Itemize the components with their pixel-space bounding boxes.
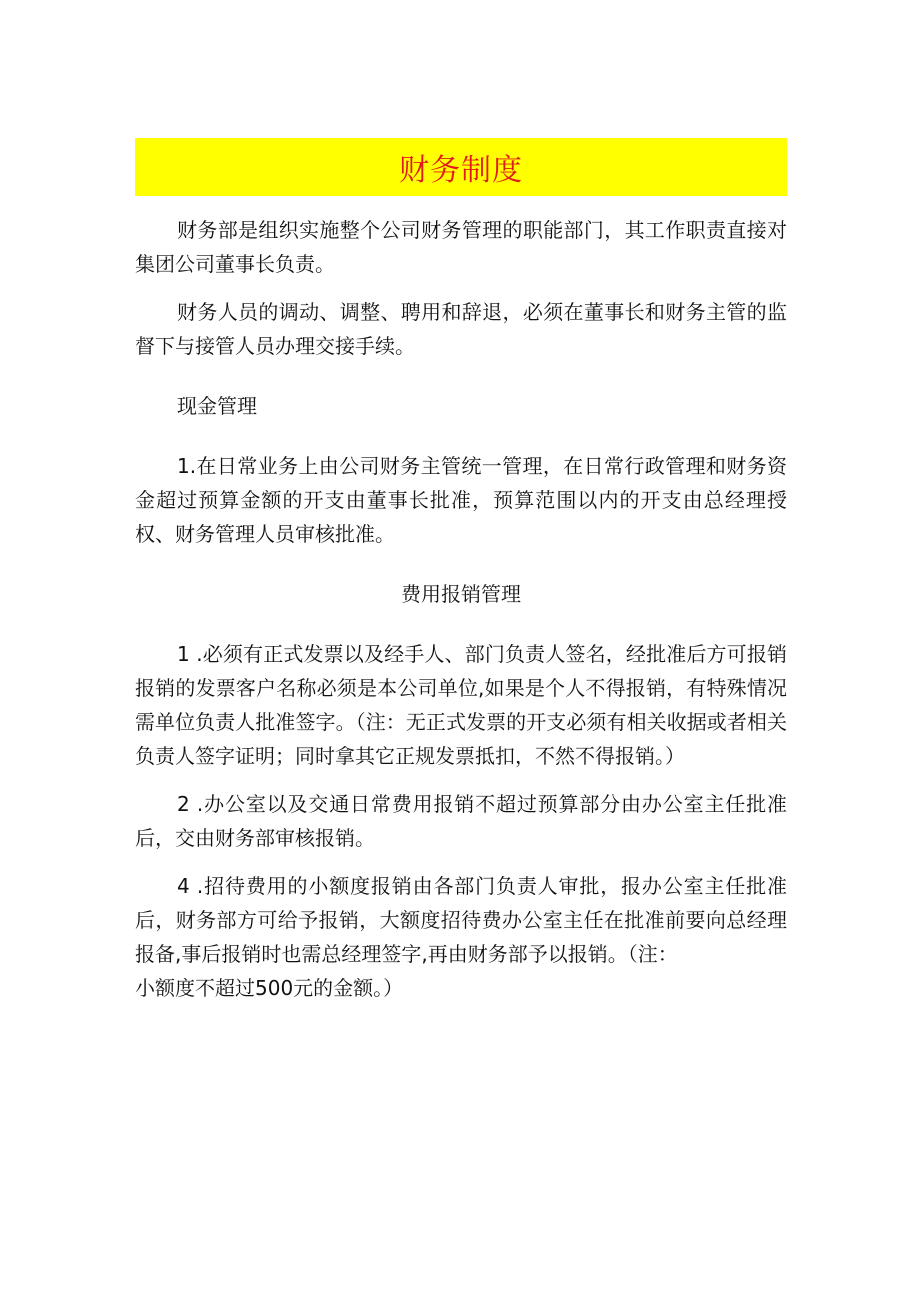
expense-item-1: 1 .必须有正式发票以及经手人、部门负责人签名，经批准后方可报销报销的发票客户名称必须是本公司单位,如果是个人不得报销，有特殊情况需单位负责人批准签字。（注：无正式发票的开支必须有相关收据或者相关负责人签字证明；同时拿其它正规发票抵扣，不然不得报销。） <box>135 642 787 768</box>
expense-item-4: 4 .招待费用的小额度报销由各部门负责人审批，报办公室主任批准后，财务部方可给予报销，大额度招待费办公室主任在批准前要向总经理报备,事后报销时也需总经理签字,再由财务部予以报销。（注： <box>135 874 787 966</box>
paragraph-personnel: 财务人员的调动、调整、聘用和辞退，必须在董事长和财务主管的监督下与接管人员办理交接手续。 <box>135 300 787 358</box>
expense-item-2: 2 .办公室以及交通日常费用报销不超过预算部分由办公室主任批准后，交由财务部审核报销。 <box>135 792 787 850</box>
paragraph-responsibility: 财务部是组织实施整个公司财务管理的职能部门，其工作职责直接对集团公司董事长负责。 <box>135 218 787 276</box>
cash-item-1: 1.在日常业务上由公司财务主管统一管理，在日常行政管理和财务资金超过预算金额的开支由董事长批准，预算范围以内的开支由总经理授权、财务管理人员审核批准。 <box>135 454 787 546</box>
section-heading-expense: 费用报销管理 <box>401 582 521 606</box>
title-banner <box>135 138 787 196</box>
section-heading-cash: 现金管理 <box>177 394 257 418</box>
page-title: 财务制度 <box>399 153 523 188</box>
expense-item-4-note: 小额度不超过500元的金额。） <box>135 976 404 1000</box>
document-body <box>135 213 787 1005</box>
